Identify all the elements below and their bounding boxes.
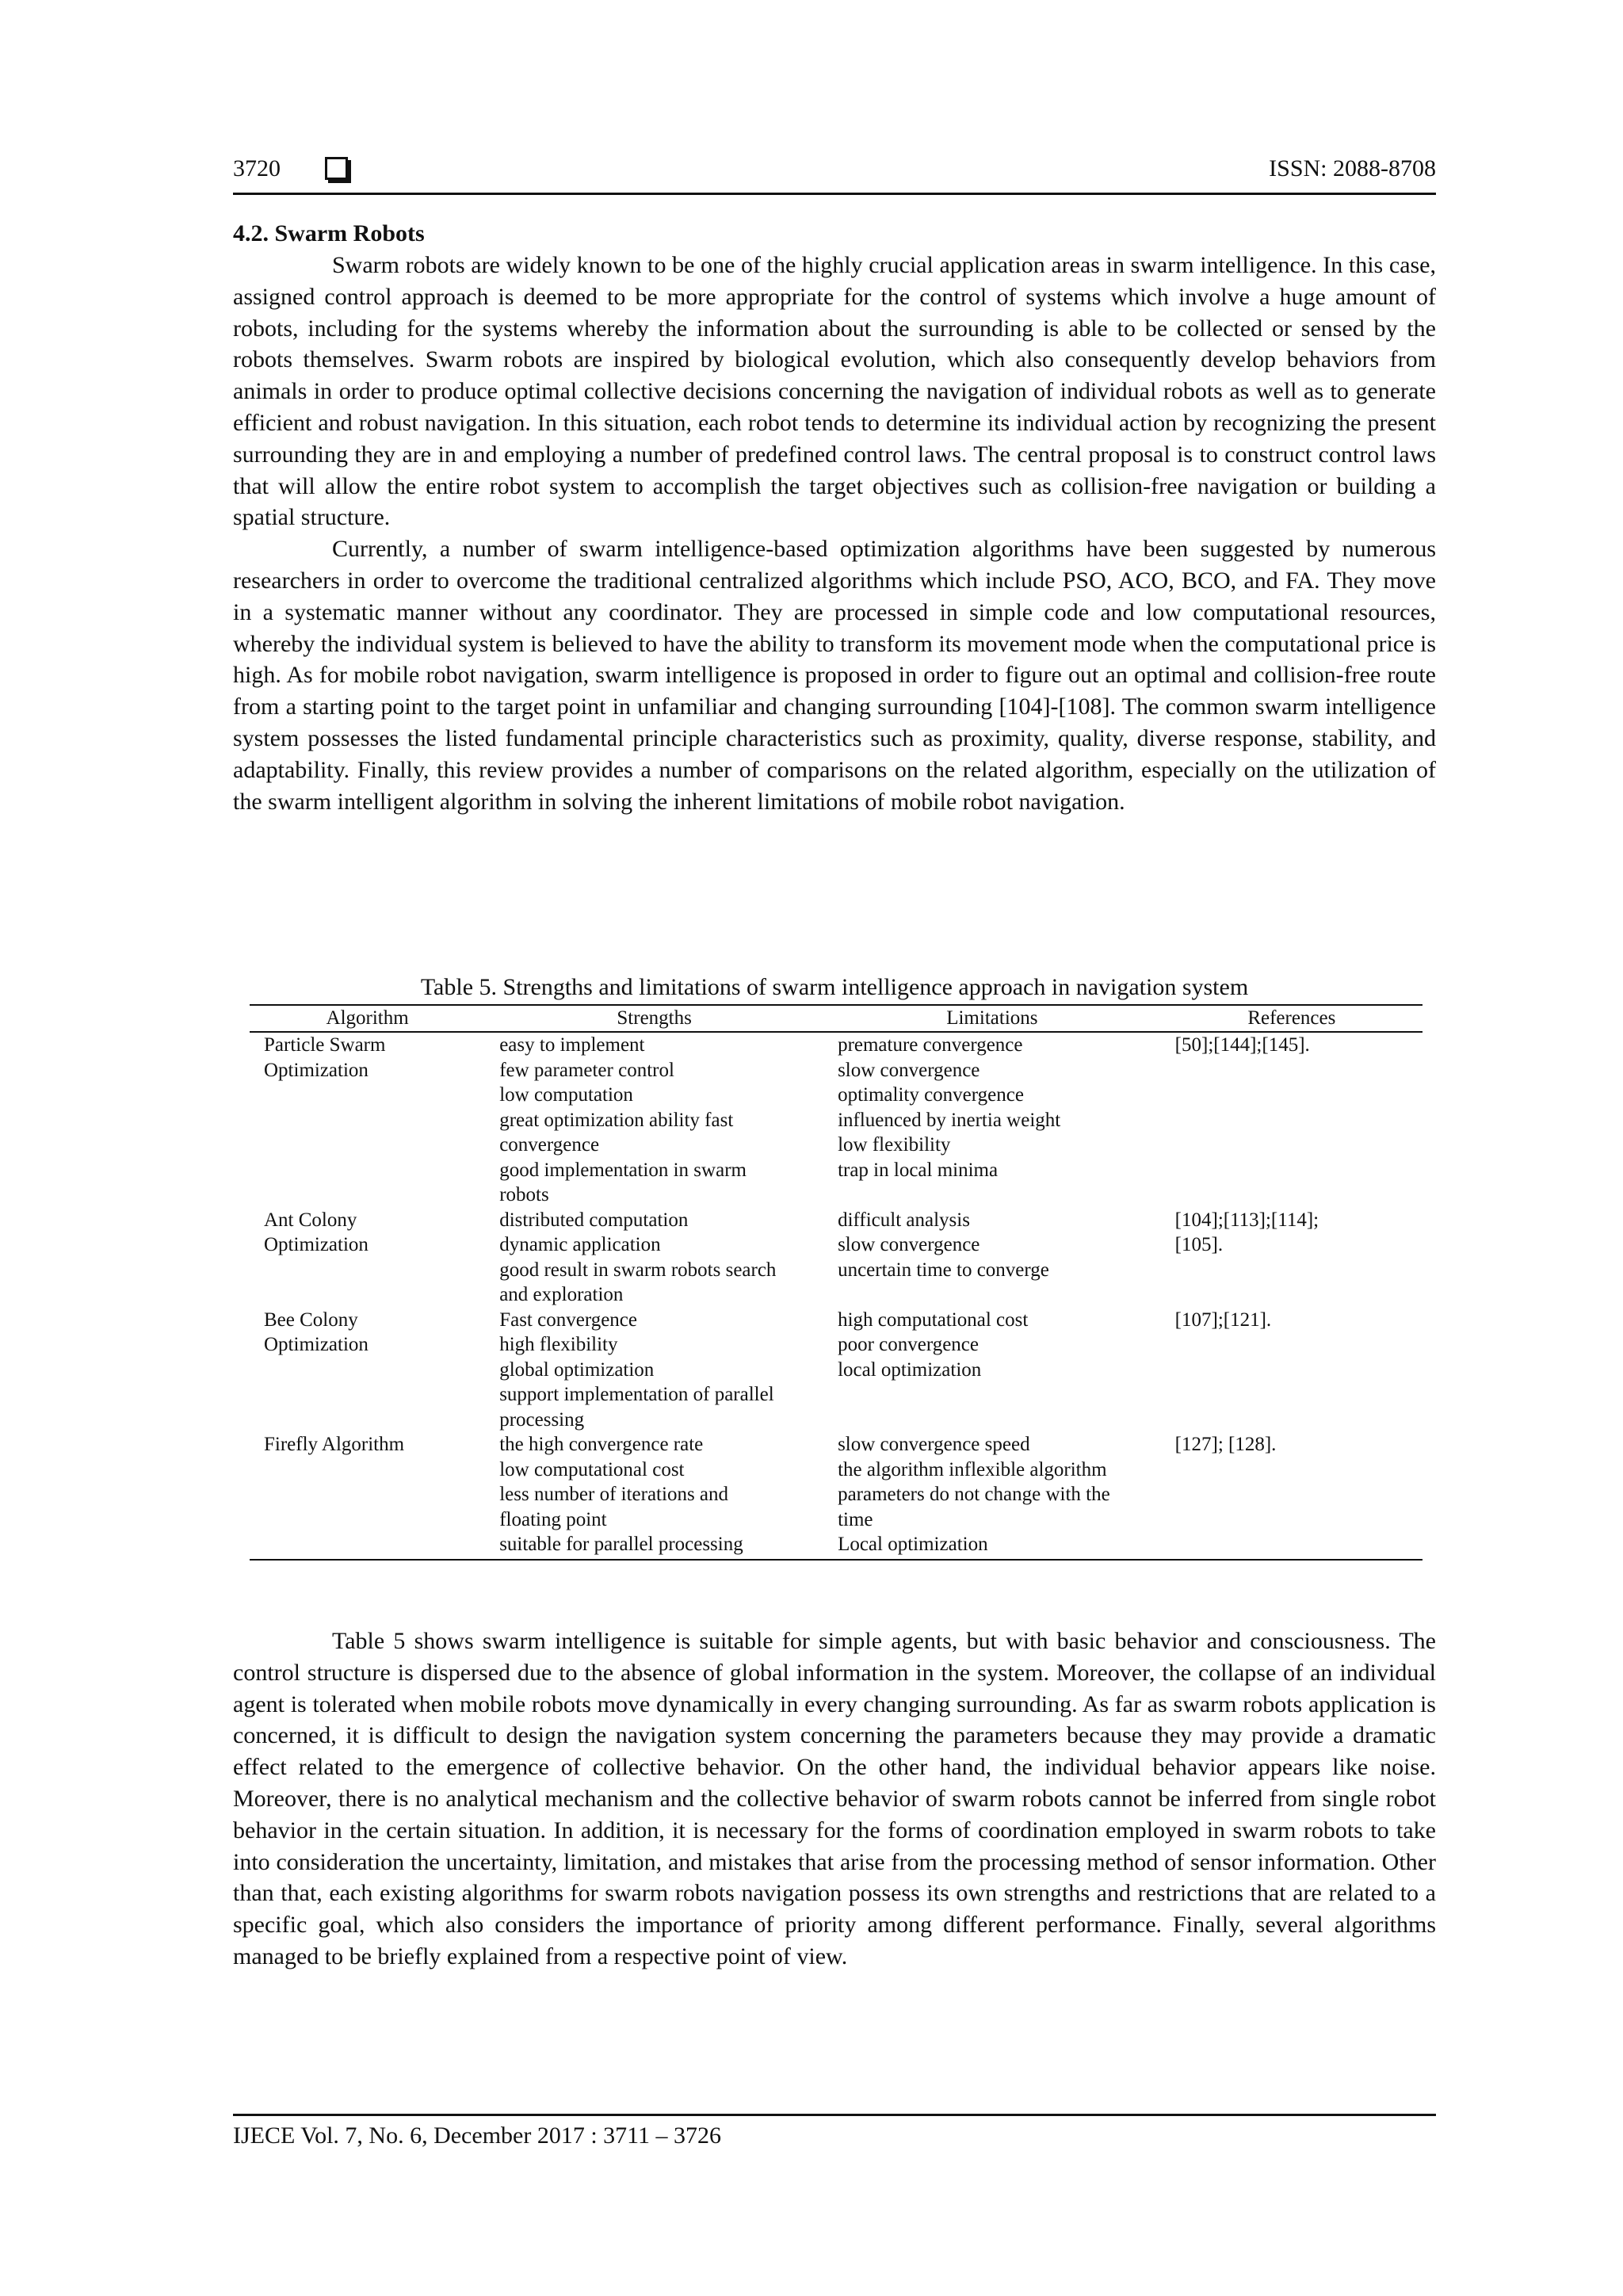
cell-references xyxy=(1161,1032,1423,1208)
issn: ISSN: 2088-8708 xyxy=(1269,155,1436,181)
table-caption: Table 5. Strengths and limitations of swarm intelligence approach in navigation system xyxy=(420,974,1249,1000)
cell-references xyxy=(1161,1208,1423,1308)
cell-line: less number of iterations and xyxy=(499,1484,729,1505)
cell-strengths xyxy=(485,1432,823,1560)
paragraph-1: Swarm robots are widely known to be one of the highly crucial application areas in swarm intelligence. In this case, assigned control approach is deemed to be more appropriate for the control of systems which involve a huge amount of robots, including for the systems whereby the information about the surrounding is able to be collected or sensed by the robots themselves. Swarm robots are inspired by biological evolution, which also consequently develop behaviors from animals in order to produce optimal collective decisions concerning the navigation of individual robots as well as to generate efficient and robust navigation. In this situation, each robot tends to determine its individual action by recognizing the present surrounding they are in and employing a number of predefined control laws. The central proposal is to construct control laws that will allow the entire robot system to accomplish the target objectives such as collision-free navigation or building a spatial structure. xyxy=(233,252,1436,531)
cell-line: Optimization xyxy=(264,1234,369,1255)
page-footer: IJECE Vol. 7, No. 6, December 2017 : 3711 – 3726 xyxy=(233,2122,722,2149)
cell-line: convergence xyxy=(499,1134,600,1156)
cell-line: low computation xyxy=(499,1084,633,1106)
cell-line: poor convergence xyxy=(838,1334,979,1355)
cell-line: difficult analysis xyxy=(838,1209,970,1231)
cell-line: parameters do not change with the xyxy=(838,1484,1110,1505)
cell-line: distributed computation xyxy=(499,1209,689,1231)
cell-line: [127]; [128]. xyxy=(1174,1434,1277,1455)
table-row xyxy=(250,1432,1423,1560)
cell-line: floating point xyxy=(499,1508,607,1530)
cell-line: Bee Colony xyxy=(264,1308,358,1331)
strengths-limitations-table xyxy=(250,1004,1423,1561)
cell-line: good implementation in swarm xyxy=(499,1159,747,1181)
cell-line: Local optimization xyxy=(838,1534,988,1555)
cell-line: Ant Colony xyxy=(264,1209,357,1231)
header-strengths: Strengths xyxy=(485,1005,823,1032)
cell-line: [50];[144];[145]. xyxy=(1174,1034,1310,1056)
cell-strengths xyxy=(485,1032,823,1208)
cell-line: the high convergence rate xyxy=(499,1434,704,1455)
page-number: 3720 xyxy=(233,155,281,181)
cell-line: time xyxy=(838,1508,873,1530)
cell-line: slow convergence speed xyxy=(838,1434,1030,1455)
cell-line: local optimization xyxy=(838,1358,982,1381)
cell-line: support implementation of parallel xyxy=(499,1384,774,1405)
header-limitations: Limitations xyxy=(823,1005,1161,1032)
cell-line: optimality convergence xyxy=(838,1084,1024,1106)
cell-line: trap in local minima xyxy=(838,1159,999,1181)
cell-line: high computational cost xyxy=(838,1308,1029,1331)
cell-limitations xyxy=(823,1308,1161,1433)
header-algorithm: Algorithm xyxy=(250,1005,485,1032)
cell-limitations xyxy=(823,1432,1161,1560)
footer-rule xyxy=(233,2114,1436,2116)
cell-algorithm xyxy=(250,1432,485,1560)
cell-line: [104];[113];[114]; xyxy=(1174,1209,1319,1231)
table-row xyxy=(250,1032,1423,1208)
cell-algorithm xyxy=(250,1308,485,1433)
square-bullet-icon xyxy=(325,157,348,180)
cell-strengths xyxy=(485,1208,823,1308)
cell-strengths xyxy=(485,1308,823,1433)
paragraph-2: Currently, a number of swarm intelligence-based optimization algorithms have been suggested by numerous researchers in order to overcome the traditional centralized algorithms which include PSO, ACO, BCO, and FA. They move in a systematic manner without any coordinator. They are processed in simple code and low computational resources, whereby the individual system is believed to have the ability to transform its movement mode when the computational price is high. As for mobile robot navigation, swarm intelligence is proposed in order to figure out an optimal and collision-free route from a starting point to the target point in unfamiliar and changing surrounding [104]-[108]. The common swarm intelligence system possesses the listed fundamental principle characteristics such as proximity, quality, diverse response, stability, and adaptability. Finally, this review provides a number of comparisons on the related algorithm, especially on the utilization of the swarm intelligent algorithm in solving the inherent limitations of mobile robot navigation. xyxy=(233,536,1436,815)
cell-line: good result in swarm robots search xyxy=(499,1259,777,1281)
header-references: References xyxy=(1161,1005,1423,1032)
cell-references xyxy=(1161,1308,1423,1433)
cell-line: [105]. xyxy=(1174,1234,1224,1255)
page-header xyxy=(233,155,1436,195)
cell-line: influenced by inertia weight xyxy=(838,1109,1061,1131)
cell-algorithm xyxy=(250,1208,485,1308)
cell-line: easy to implement xyxy=(499,1034,645,1056)
section-swarm-robots xyxy=(233,218,1436,817)
cell-line: premature convergence xyxy=(838,1034,1023,1056)
table-row xyxy=(250,1208,1423,1308)
cell-line: Fast convergence xyxy=(499,1308,637,1331)
cell-line: suitable for parallel processing xyxy=(499,1534,743,1555)
cell-line: [107];[121]. xyxy=(1174,1308,1272,1331)
cell-limitations xyxy=(823,1032,1161,1208)
cell-line: the algorithm inflexible algorithm xyxy=(838,1458,1107,1480)
cell-line: Optimization xyxy=(264,1334,369,1355)
cell-limitations xyxy=(823,1208,1161,1308)
cell-line: few parameter control xyxy=(499,1059,674,1081)
cell-line: Firefly Algorithm xyxy=(264,1434,405,1455)
cell-line: robots xyxy=(499,1184,549,1205)
cell-line: Optimization xyxy=(264,1059,369,1081)
discussion-paragraph: Table 5 shows swarm intelligence is suitable for simple agents, but with basic behavior and consciousness. The control structure is dispersed due to the absence of global information in the system. Moreover, the collapse of an individual agent is tolerated when mobile robots move dynamically in every changing surrounding. As far as swarm robots application is concerned, it is difficult to design the navigation system concerning the parameters because they may provide a dramatic effect related to the emergence of collective behavior. On the other hand, the individual behavior appears like noise. Moreover, there is no analytical mechanism and the collective behavior of swarm robots cannot be inferred from single robot behavior in the certain situation. In addition, it is necessary for the forms of coordination employed in swarm robots to take into consideration the uncertainty, limitation, and mistakes that arise from the processing method of sensor information. Other than that, each existing algorithms for swarm robots navigation possess its own strengths and restrictions that are related to a specific goal, which also considers the importance of priority among different performance. Finally, several algorithms managed to be briefly explained from a respective point of view. xyxy=(233,1628,1436,1969)
cell-line: processing xyxy=(499,1408,585,1431)
header-rule xyxy=(233,193,1436,195)
cell-line: low computational cost xyxy=(499,1458,685,1480)
cell-line: low flexibility xyxy=(838,1134,951,1156)
cell-line: global optimization xyxy=(499,1358,655,1381)
cell-line: uncertain time to converge xyxy=(838,1259,1049,1281)
cell-references xyxy=(1161,1432,1423,1560)
cell-line: dynamic application xyxy=(499,1234,661,1255)
cell-line: great optimization ability fast xyxy=(499,1109,734,1131)
cell-line: Particle Swarm xyxy=(264,1034,386,1056)
cell-line: slow convergence xyxy=(838,1234,980,1255)
table-header-row xyxy=(250,1005,1423,1032)
section-title: 4.2. Swarm Robots xyxy=(233,220,425,246)
cell-line: slow convergence xyxy=(838,1059,980,1081)
cell-algorithm xyxy=(250,1032,485,1208)
cell-line: high flexibility xyxy=(499,1334,618,1355)
table-row xyxy=(250,1308,1423,1433)
discussion-section xyxy=(233,1626,1436,1973)
cell-line: and exploration xyxy=(499,1284,624,1305)
